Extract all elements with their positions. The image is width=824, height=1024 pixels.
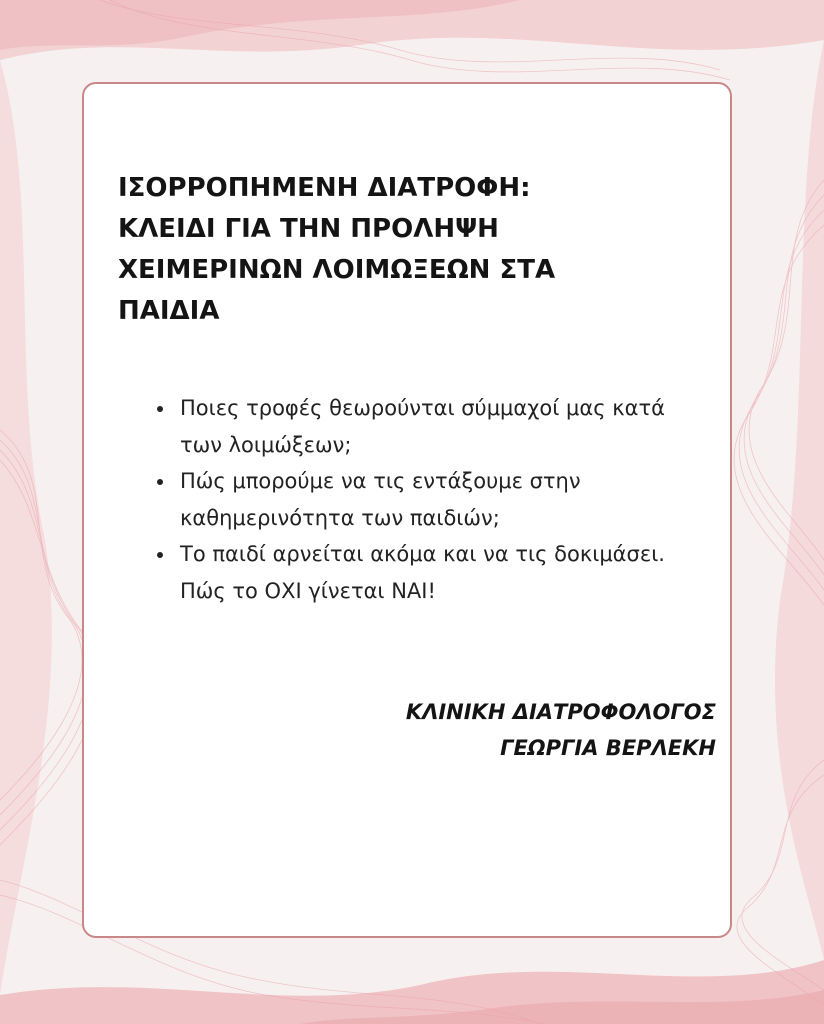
list-item: • Το παιδί αρνείται ακόμα και να τις δοκιμάσει. Πώς το ΟΧΙ γίνεται ΝΑΙ!	[176, 536, 676, 609]
question-list	[170, 390, 676, 609]
post-title: ΙΣΟΡΡΟΠΗΜΕΝΗ ΔΙΑΤΡΟΦΗ: ΚΛΕΙΔΙ ΓΙΑ ΤΗΝ ΠΡΟΛΗΨΗ ΧΕΙΜΕΡΙΝΩΝ ΛΟΙΜΩΞΕΩΝ ΣΤΑ ΠΑΙΔΙΑ	[118, 173, 556, 326]
author-name: ΓΕΩΡΓΙΑ ΒΕΡΛΕΚΗ	[500, 736, 716, 760]
content-card	[82, 82, 732, 938]
list-item: • Πώς μπορούμε να τις εντάξουμε στην καθημερινότητα των παιδιών;	[176, 463, 676, 536]
author-signature	[406, 694, 716, 766]
author-role: ΚΛΙΝΙΚΗ ΔΙΑΤΡΟΦΟΛΟΓΟΣ	[405, 700, 716, 724]
list-item: • Ποιες τροφές θεωρούνται σύμμαχοί μας κατά των λοιμώξεων;	[176, 390, 676, 463]
